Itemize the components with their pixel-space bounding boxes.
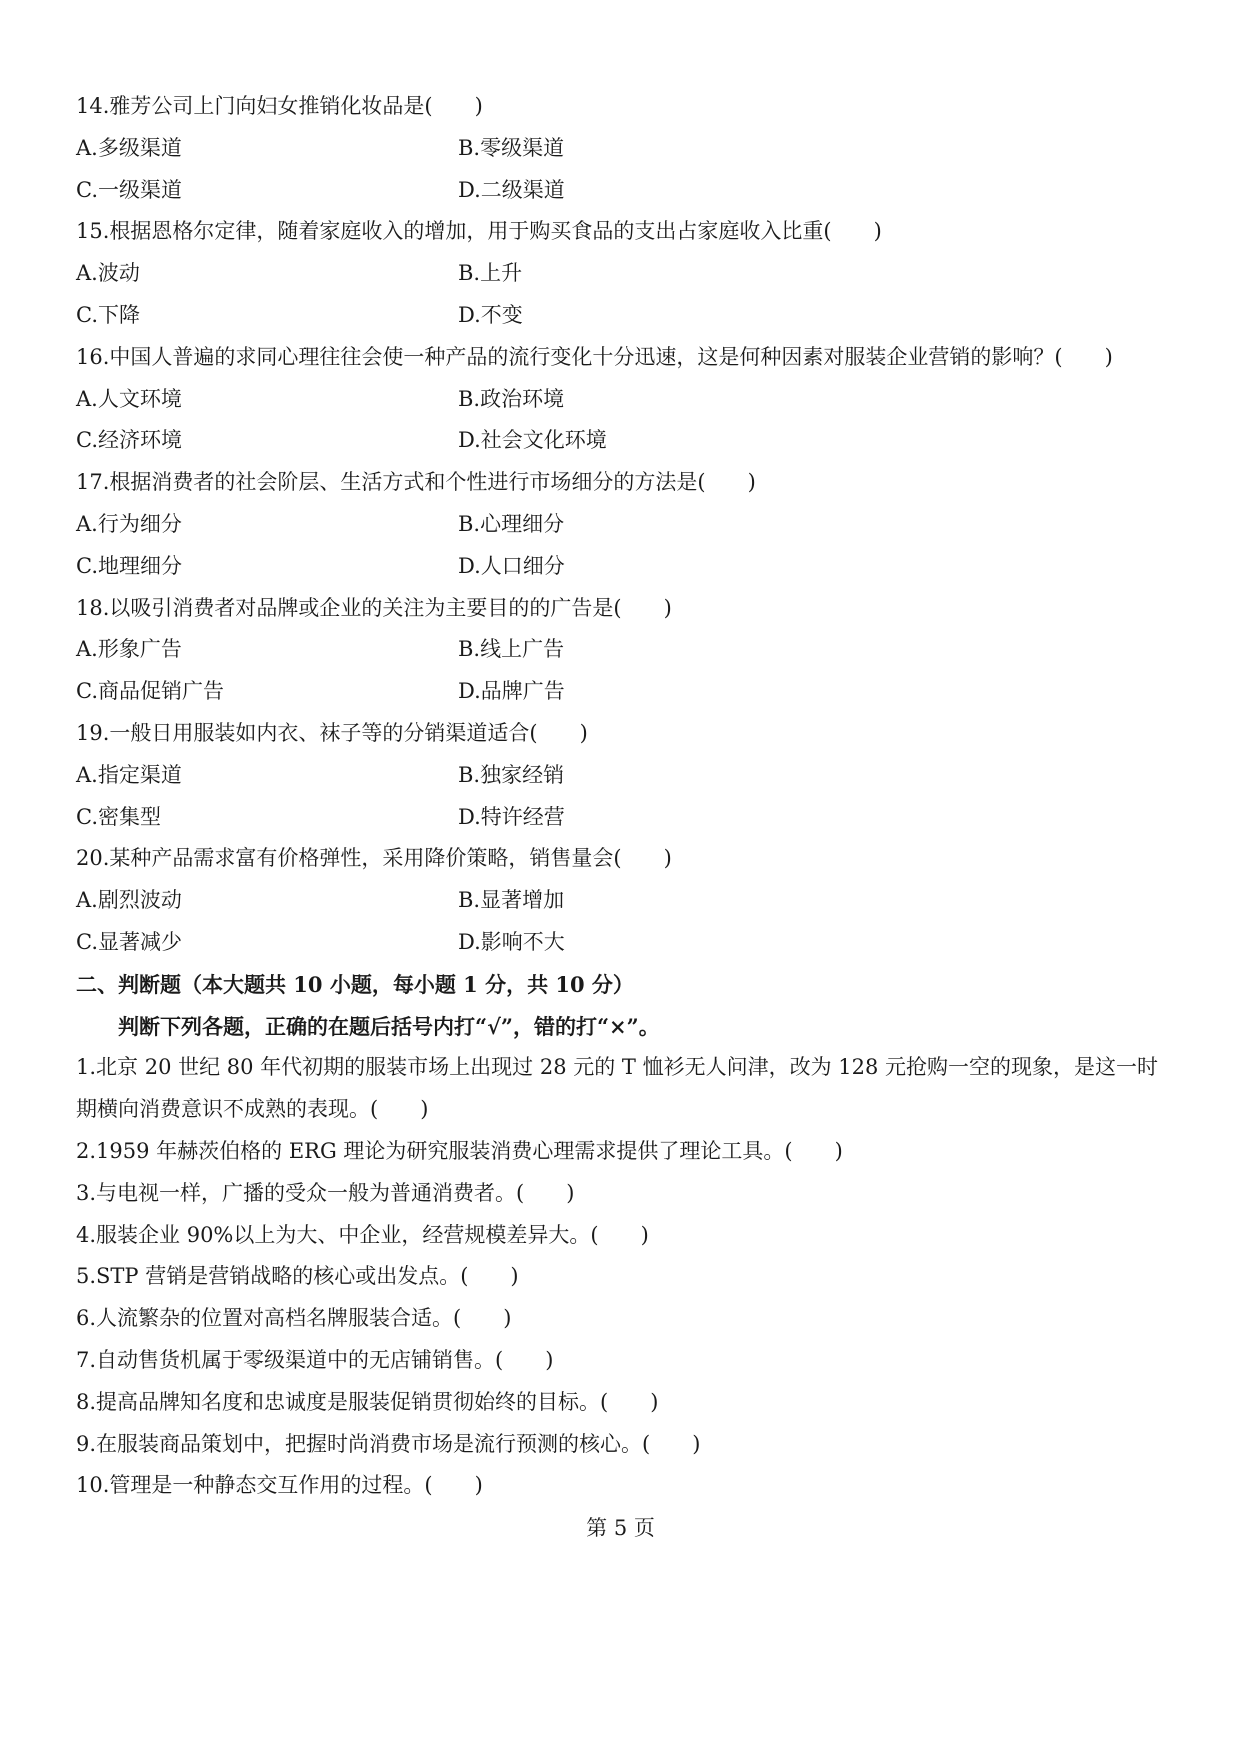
judgment-question: 9.在服装商品策划中，把握时尚消费市场是流行预测的核心。( ) <box>76 1431 701 1456</box>
option: D.特许经营 <box>458 804 565 829</box>
option: A.人文环境 <box>76 386 182 411</box>
question-stem: 16.中国人普遍的求同心理往往会使一种产品的流行变化十分迅速，这是何种因素对服装企业营销的影响？( ) <box>76 344 1113 369</box>
option-row <box>76 128 1176 170</box>
option-row <box>76 755 1176 797</box>
option: C.商品促销广告 <box>76 679 224 704</box>
option: A.指定渠道 <box>76 762 182 787</box>
option-row <box>76 880 1176 922</box>
option: B.线上广告 <box>458 637 565 662</box>
section-title: 二、判断题（本大题共 10 小题，每小题 1 分，共 10 分） <box>76 971 634 997</box>
option-row <box>76 629 1176 671</box>
judgment-question: 3.与电视一样，广播的受众一般为普通消费者。( ) <box>76 1180 575 1205</box>
option-row <box>76 797 1176 839</box>
option: C.下降 <box>76 302 140 327</box>
question-stem: 19.一般日用服装如内衣、袜子等的分销渠道适合( ) <box>76 720 588 745</box>
option-row <box>76 295 1176 337</box>
option: D.影响不大 <box>458 929 565 954</box>
option: D.社会文化环境 <box>458 428 607 453</box>
option: B.零级渠道 <box>458 135 565 160</box>
option: D.品牌广告 <box>458 679 565 704</box>
question-stem: 15.根据恩格尔定律，随着家庭收入的增加，用于购买食品的支出占家庭收入比重( ) <box>76 219 882 244</box>
option-row <box>76 504 1176 546</box>
option: A.行为细分 <box>76 511 182 536</box>
judgment-question: 10.管理是一种静态交互作用的过程。( ) <box>76 1473 483 1498</box>
option: B.显著增加 <box>458 888 565 913</box>
option: D.人口细分 <box>458 553 565 578</box>
option: C.地理细分 <box>76 553 182 578</box>
option: A.形象广告 <box>76 637 182 662</box>
option-row <box>76 420 1176 462</box>
page-number: 第 5 页 <box>586 1516 655 1540</box>
option: B.上升 <box>458 261 523 286</box>
judgment-question: 2.1959 年赫茨伯格的 ERG 理论为研究服装消费心理需求提供了理论工具。( ) <box>76 1138 843 1163</box>
option: C.经济环境 <box>76 428 182 453</box>
option: C.一级渠道 <box>76 177 182 202</box>
judgment-question: 5.STP 营销是营销战略的核心或出发点。( ) <box>76 1264 519 1289</box>
option: B.独家经销 <box>458 762 565 787</box>
option: B.心理细分 <box>458 511 565 536</box>
option: C.密集型 <box>76 804 161 829</box>
judgment-question: 8.提高品牌知名度和忠诚度是服装促销贯彻始终的目标。( ) <box>76 1389 659 1414</box>
judgment-question: 6.人流繁杂的位置对高档名牌服装合适。( ) <box>76 1306 512 1331</box>
option-row <box>76 922 1176 964</box>
judgment-question: 4.服装企业 90%以上为大、中企业，经营规模差异大。( ) <box>76 1222 649 1247</box>
page-content <box>76 86 1176 1507</box>
question-stem: 20.某种产品需求富有价格弹性，采用降价策略，销售量会( ) <box>76 846 672 871</box>
question-stem: 17.根据消费者的社会阶层、生活方式和个性进行市场细分的方法是( ) <box>76 470 756 495</box>
option: A.剧烈波动 <box>76 888 182 913</box>
option-row <box>76 546 1176 588</box>
option: A.多级渠道 <box>76 135 182 160</box>
section-instruction: 判断下列各题，正确的在题后括号内打“√”，错的打“×”。 <box>118 1013 660 1039</box>
option-row <box>76 379 1176 421</box>
question-stem: 18.以吸引消费者对品牌或企业的关注为主要目的的广告是( ) <box>76 595 672 620</box>
option-row <box>76 253 1176 295</box>
option: C.显著减少 <box>76 929 182 954</box>
option: D.不变 <box>458 302 523 327</box>
option: D.二级渠道 <box>458 177 565 202</box>
judgment-question: 7.自动售货机属于零级渠道中的无店铺销售。( ) <box>76 1347 554 1372</box>
judgment-question: 1.北京 20 世纪 80 年代初期的服装市场上出现过 28 元的 T 恤衫无人问津，改为 128 元抢购一空的现象，是这一时期横向消费意识不成熟的表现。( ) <box>76 1055 1159 1122</box>
option-row <box>76 671 1176 713</box>
option: A.波动 <box>76 261 140 286</box>
option: B.政治环境 <box>458 386 565 411</box>
question-stem: 14.雅芳公司上门向妇女推销化妆品是( ) <box>76 94 483 118</box>
option-row <box>76 170 1176 212</box>
